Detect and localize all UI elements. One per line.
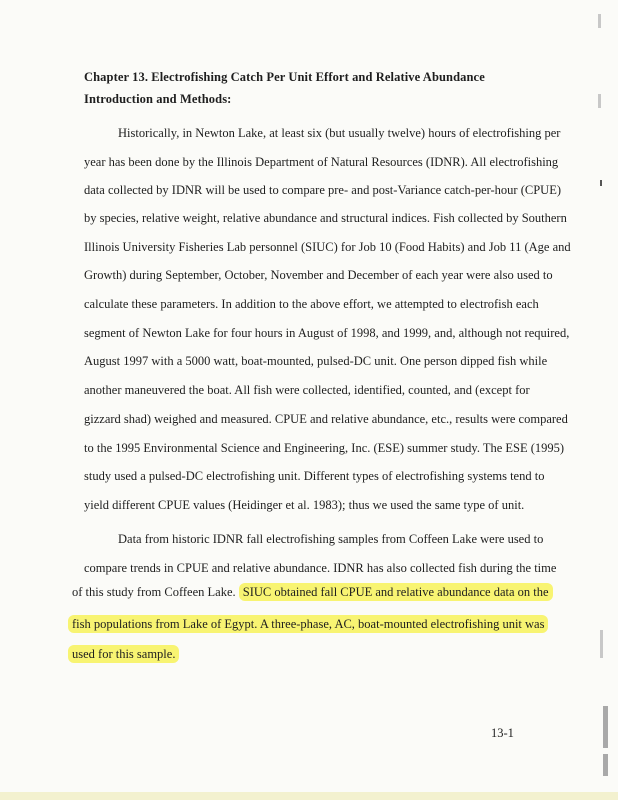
text-line: year has been done by the Illinois Department of Natural Resources (IDNR). All electrofishing <box>84 155 559 169</box>
text-line: data collected by IDNR will be used to compare pre- and post-Variance catch-per-hour (CPUE) <box>84 183 562 197</box>
text-line: Historically, in Newton Lake, at least six (but usually twelve) hours of electrofishing per <box>118 126 561 140</box>
text-line: yield different CPUE values (Heidinger et al. 1983); thus we used the same type of unit. <box>84 498 525 512</box>
scan-edge-mark <box>598 14 601 28</box>
text-line: calculate these parameters. In addition to the above effort, we attempted to electrofish each <box>84 297 539 311</box>
text-line: by species, relative weight, relative abundance and structural indices. Fish collected by Southern <box>84 211 567 225</box>
scan-edge-mark <box>600 630 603 658</box>
chapter-title: Chapter 13. Electrofishing Catch Per Unit Effort and Relative Abundance <box>84 70 485 84</box>
scan-edge-mark <box>598 94 601 108</box>
text-line: another maneuvered the boat. All fish were collected, identified, counted, and (except for <box>84 383 530 397</box>
page-number: 13-1 <box>491 726 514 740</box>
text-line: gizzard shad) weighed and measured. CPUE and relative abundance, etc., results were compared <box>84 412 568 426</box>
text-line: study used a pulsed-DC electrofishing unit. Different types of electrofishing systems tend to <box>84 469 545 483</box>
text-line: Data from historic IDNR fall electrofishing samples from Coffeen Lake were used to <box>118 532 544 546</box>
text-line: Growth) during September, October, November and December of each year were also used to <box>84 268 553 282</box>
text-line: to the 1995 Environmental Science and Engineering, Inc. (ESE) summer study. The ESE (1995) <box>84 441 565 455</box>
highlighted-text: used for this sample. <box>68 645 179 663</box>
text-line: compare trends in CPUE and relative abundance. IDNR has also collected fish during the time <box>84 561 557 575</box>
highlighted-text: SIUC obtained fall CPUE and relative abundance data on the <box>239 583 553 601</box>
highlighted-line <box>72 584 553 600</box>
text-line: August 1997 with a 5000 watt, boat-mounted, pulsed-DC unit. One person dipped fish while <box>84 354 548 368</box>
scan-edge-mark <box>603 754 608 776</box>
text-line: Illinois University Fisheries Lab personnel (SIUC) for Job 10 (Food Habits) and Job 11 (Age and <box>84 240 571 254</box>
text-line: segment of Newton Lake for four hours in August of 1998, and 1999, and, although not required, <box>84 326 570 340</box>
text-span: of this study from Coffeen Lake. <box>72 585 236 599</box>
scan-edge-mark <box>600 180 602 186</box>
section-heading: Introduction and Methods: <box>84 92 232 106</box>
highlighted-line <box>68 646 179 662</box>
scan-bottom-strip <box>0 792 618 800</box>
highlighted-line <box>68 616 548 632</box>
highlighted-text: fish populations from Lake of Egypt. A three-phase, AC, boat-mounted electrofishing unit was <box>68 615 548 633</box>
scan-edge-mark <box>603 706 608 748</box>
